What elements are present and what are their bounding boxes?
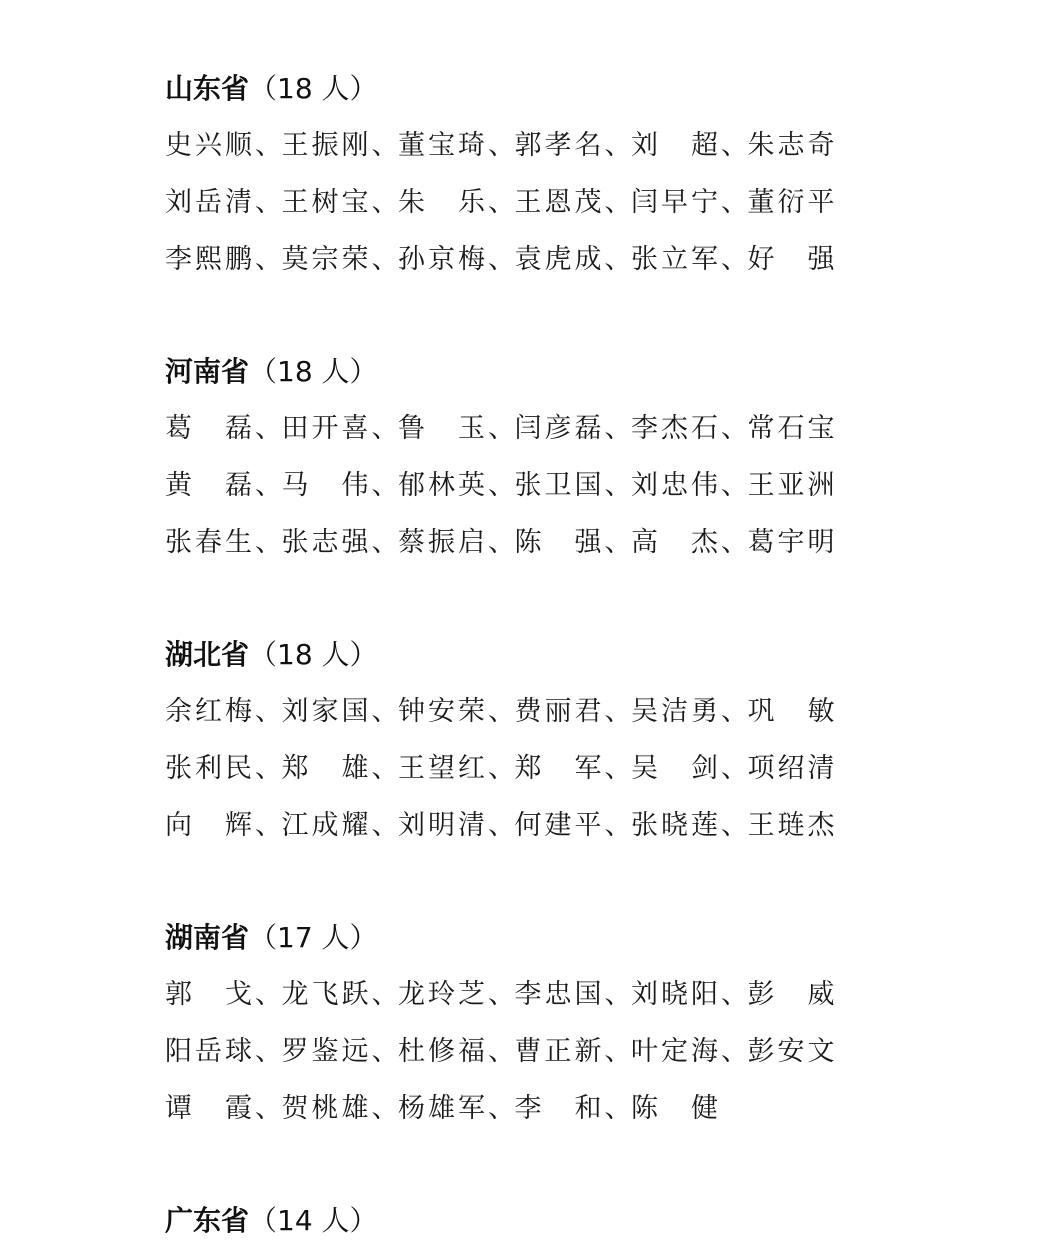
- person-name: 袁虎成: [514, 244, 605, 275]
- province-name: 湖北省: [165, 638, 250, 671]
- person-name: 王望红: [398, 753, 488, 784]
- name-separator: 、: [371, 696, 399, 727]
- person-name: 蔡振启: [398, 527, 488, 558]
- person-name: 罗鉴远: [281, 1036, 372, 1067]
- name-row: [165, 186, 865, 220]
- person-name: 钟安荣: [398, 696, 488, 727]
- person-name: 谭 霞: [165, 1093, 255, 1124]
- person-name: 好 强: [747, 244, 838, 275]
- name-separator: 、: [604, 187, 632, 218]
- person-name: 项绍清: [747, 753, 838, 784]
- person-name: 孙京梅: [398, 244, 488, 275]
- person-name: 郑 军: [514, 753, 605, 784]
- name-separator: 、: [721, 810, 748, 841]
- person-name: 葛 磊: [165, 413, 255, 444]
- person-name: 闫早宁: [631, 187, 721, 218]
- name-separator: 、: [255, 413, 282, 444]
- name-separator: 、: [371, 810, 399, 841]
- person-name: 高 杰: [631, 527, 721, 558]
- person-name: 王恩茂: [514, 187, 605, 218]
- person-name: 田开喜: [281, 413, 372, 444]
- name-separator: 、: [721, 696, 748, 727]
- name-separator: 、: [721, 187, 748, 218]
- person-name: 刘忠伟: [631, 470, 721, 501]
- name-separator: 、: [371, 470, 399, 501]
- name-row: [165, 412, 865, 446]
- person-name: 董衍平: [747, 187, 838, 218]
- person-name: 费丽君: [514, 696, 605, 727]
- person-name: 李 和: [514, 1093, 605, 1124]
- person-name: 巩 敏: [747, 696, 838, 727]
- name-separator: 、: [255, 130, 282, 161]
- province-name: 山东省: [165, 72, 250, 105]
- person-name: 郭 戈: [165, 979, 255, 1010]
- name-separator: 、: [255, 527, 282, 558]
- name-separator: 、: [604, 810, 632, 841]
- section-heading: [165, 921, 378, 955]
- name-separator: 、: [488, 1036, 515, 1067]
- person-name: 刘 超: [631, 130, 721, 161]
- person-name: 鲁 玉: [398, 413, 488, 444]
- name-separator: 、: [371, 753, 399, 784]
- person-name: 常石宝: [747, 413, 838, 444]
- person-name: 朱 乐: [398, 187, 488, 218]
- name-separator: 、: [604, 979, 632, 1010]
- name-row: [165, 129, 865, 163]
- person-name: 王亚洲: [747, 470, 838, 501]
- person-name: 李熙鹏: [165, 244, 255, 275]
- person-name: 彭 威: [747, 979, 838, 1010]
- person-name: 向 辉: [165, 810, 255, 841]
- section-heading: [165, 72, 378, 106]
- name-separator: 、: [255, 244, 282, 275]
- name-separator: 、: [721, 413, 748, 444]
- name-separator: 、: [488, 810, 515, 841]
- name-separator: 、: [604, 527, 632, 558]
- person-name: 李杰石: [631, 413, 721, 444]
- name-separator: 、: [604, 1036, 632, 1067]
- name-separator: 、: [371, 527, 399, 558]
- person-name: 张立军: [631, 244, 721, 275]
- name-separator: 、: [255, 753, 282, 784]
- person-name: 阳岳球: [165, 1036, 255, 1067]
- person-name: 葛宇明: [747, 527, 838, 558]
- name-separator: 、: [488, 1093, 515, 1124]
- person-name: 董宝琦: [398, 130, 488, 161]
- member-count: （14 人）: [249, 1204, 378, 1237]
- person-name: 张晓莲: [631, 810, 721, 841]
- member-count: （18 人）: [249, 355, 378, 388]
- name-separator: 、: [488, 696, 515, 727]
- section-heading: [165, 355, 378, 389]
- name-separator: 、: [371, 979, 399, 1010]
- person-name: 张卫国: [514, 470, 605, 501]
- name-row: [165, 752, 865, 786]
- name-separator: 、: [371, 130, 399, 161]
- name-separator: 、: [721, 470, 748, 501]
- member-count: （18 人）: [249, 638, 378, 671]
- name-separator: 、: [255, 810, 282, 841]
- person-name: 闫彦磊: [514, 413, 605, 444]
- person-name: 刘家国: [281, 696, 372, 727]
- person-name: 张春生: [165, 527, 255, 558]
- person-name: 龙飞跃: [281, 979, 372, 1010]
- person-name: 张利民: [165, 753, 255, 784]
- name-row: [165, 695, 865, 729]
- name-separator: 、: [371, 1093, 399, 1124]
- name-separator: 、: [488, 130, 515, 161]
- name-separator: 、: [604, 753, 632, 784]
- name-separator: 、: [721, 753, 748, 784]
- name-row: [165, 469, 865, 503]
- person-name: 龙玲芝: [398, 979, 488, 1010]
- province-name: 广东省: [165, 1204, 250, 1237]
- name-separator: 、: [255, 696, 282, 727]
- person-name: 史兴顺: [165, 130, 255, 161]
- section-heading: [165, 1204, 378, 1238]
- person-name: 郭孝名: [514, 130, 605, 161]
- person-name: 王振刚: [281, 130, 372, 161]
- name-row: [165, 809, 865, 843]
- name-separator: 、: [371, 187, 399, 218]
- name-separator: 、: [721, 1036, 748, 1067]
- name-row: [165, 1035, 865, 1069]
- person-name: 刘岳清: [165, 187, 255, 218]
- name-row: [165, 243, 865, 277]
- person-name: 叶定海: [631, 1036, 721, 1067]
- name-separator: 、: [255, 1036, 282, 1067]
- name-separator: 、: [721, 244, 748, 275]
- name-separator: 、: [488, 753, 515, 784]
- member-count: （17 人）: [249, 921, 378, 954]
- name-separator: 、: [255, 187, 282, 218]
- name-separator: 、: [488, 413, 515, 444]
- person-name: 刘明清: [398, 810, 488, 841]
- person-name: 陈 强: [514, 527, 605, 558]
- person-name: 马 伟: [281, 470, 372, 501]
- person-name: 曹正新: [514, 1036, 605, 1067]
- person-name: 莫宗荣: [281, 244, 372, 275]
- name-separator: 、: [721, 130, 748, 161]
- person-name: 彭安文: [747, 1036, 838, 1067]
- person-name: 王琏杰: [747, 810, 838, 841]
- name-separator: 、: [604, 696, 632, 727]
- section-heading: [165, 638, 378, 672]
- name-separator: 、: [604, 130, 632, 161]
- province-name: 河南省: [165, 355, 250, 388]
- name-separator: 、: [488, 979, 515, 1010]
- person-name: 黄 磊: [165, 470, 255, 501]
- name-separator: 、: [255, 979, 282, 1010]
- name-separator: 、: [371, 413, 399, 444]
- name-row: [165, 978, 865, 1012]
- name-separator: 、: [488, 187, 515, 218]
- name-separator: 、: [371, 1036, 399, 1067]
- person-name: 刘晓阳: [631, 979, 721, 1010]
- name-separator: 、: [604, 413, 632, 444]
- person-name: 何建平: [514, 810, 605, 841]
- person-name: 张志强: [281, 527, 372, 558]
- name-separator: 、: [721, 527, 748, 558]
- province-name: 湖南省: [165, 921, 250, 954]
- name-separator: 、: [488, 244, 515, 275]
- name-row: [165, 526, 865, 560]
- name-separator: 、: [488, 470, 515, 501]
- name-separator: 、: [255, 470, 282, 501]
- person-name: 朱志奇: [747, 130, 838, 161]
- person-name: 杜修福: [398, 1036, 488, 1067]
- member-count: （18 人）: [249, 72, 378, 105]
- name-separator: 、: [255, 1093, 282, 1124]
- name-separator: 、: [488, 527, 515, 558]
- name-row: [165, 1092, 865, 1126]
- person-name: 李忠国: [514, 979, 605, 1010]
- person-name: 陈 健: [631, 1093, 721, 1124]
- person-name: 余红梅: [165, 696, 255, 727]
- name-separator: 、: [604, 470, 632, 501]
- person-name: 杨雄军: [398, 1093, 488, 1124]
- name-separator: 、: [604, 1093, 632, 1124]
- person-name: 郁林英: [398, 470, 488, 501]
- person-name: 王树宝: [281, 187, 372, 218]
- person-name: 贺桃雄: [281, 1093, 372, 1124]
- name-separator: 、: [604, 244, 632, 275]
- person-name: 郑 雄: [281, 753, 372, 784]
- person-name: 吴洁勇: [631, 696, 721, 727]
- name-separator: 、: [371, 244, 399, 275]
- name-separator: 、: [721, 979, 748, 1010]
- person-name: 吴 剑: [631, 753, 721, 784]
- person-name: 江成耀: [281, 810, 372, 841]
